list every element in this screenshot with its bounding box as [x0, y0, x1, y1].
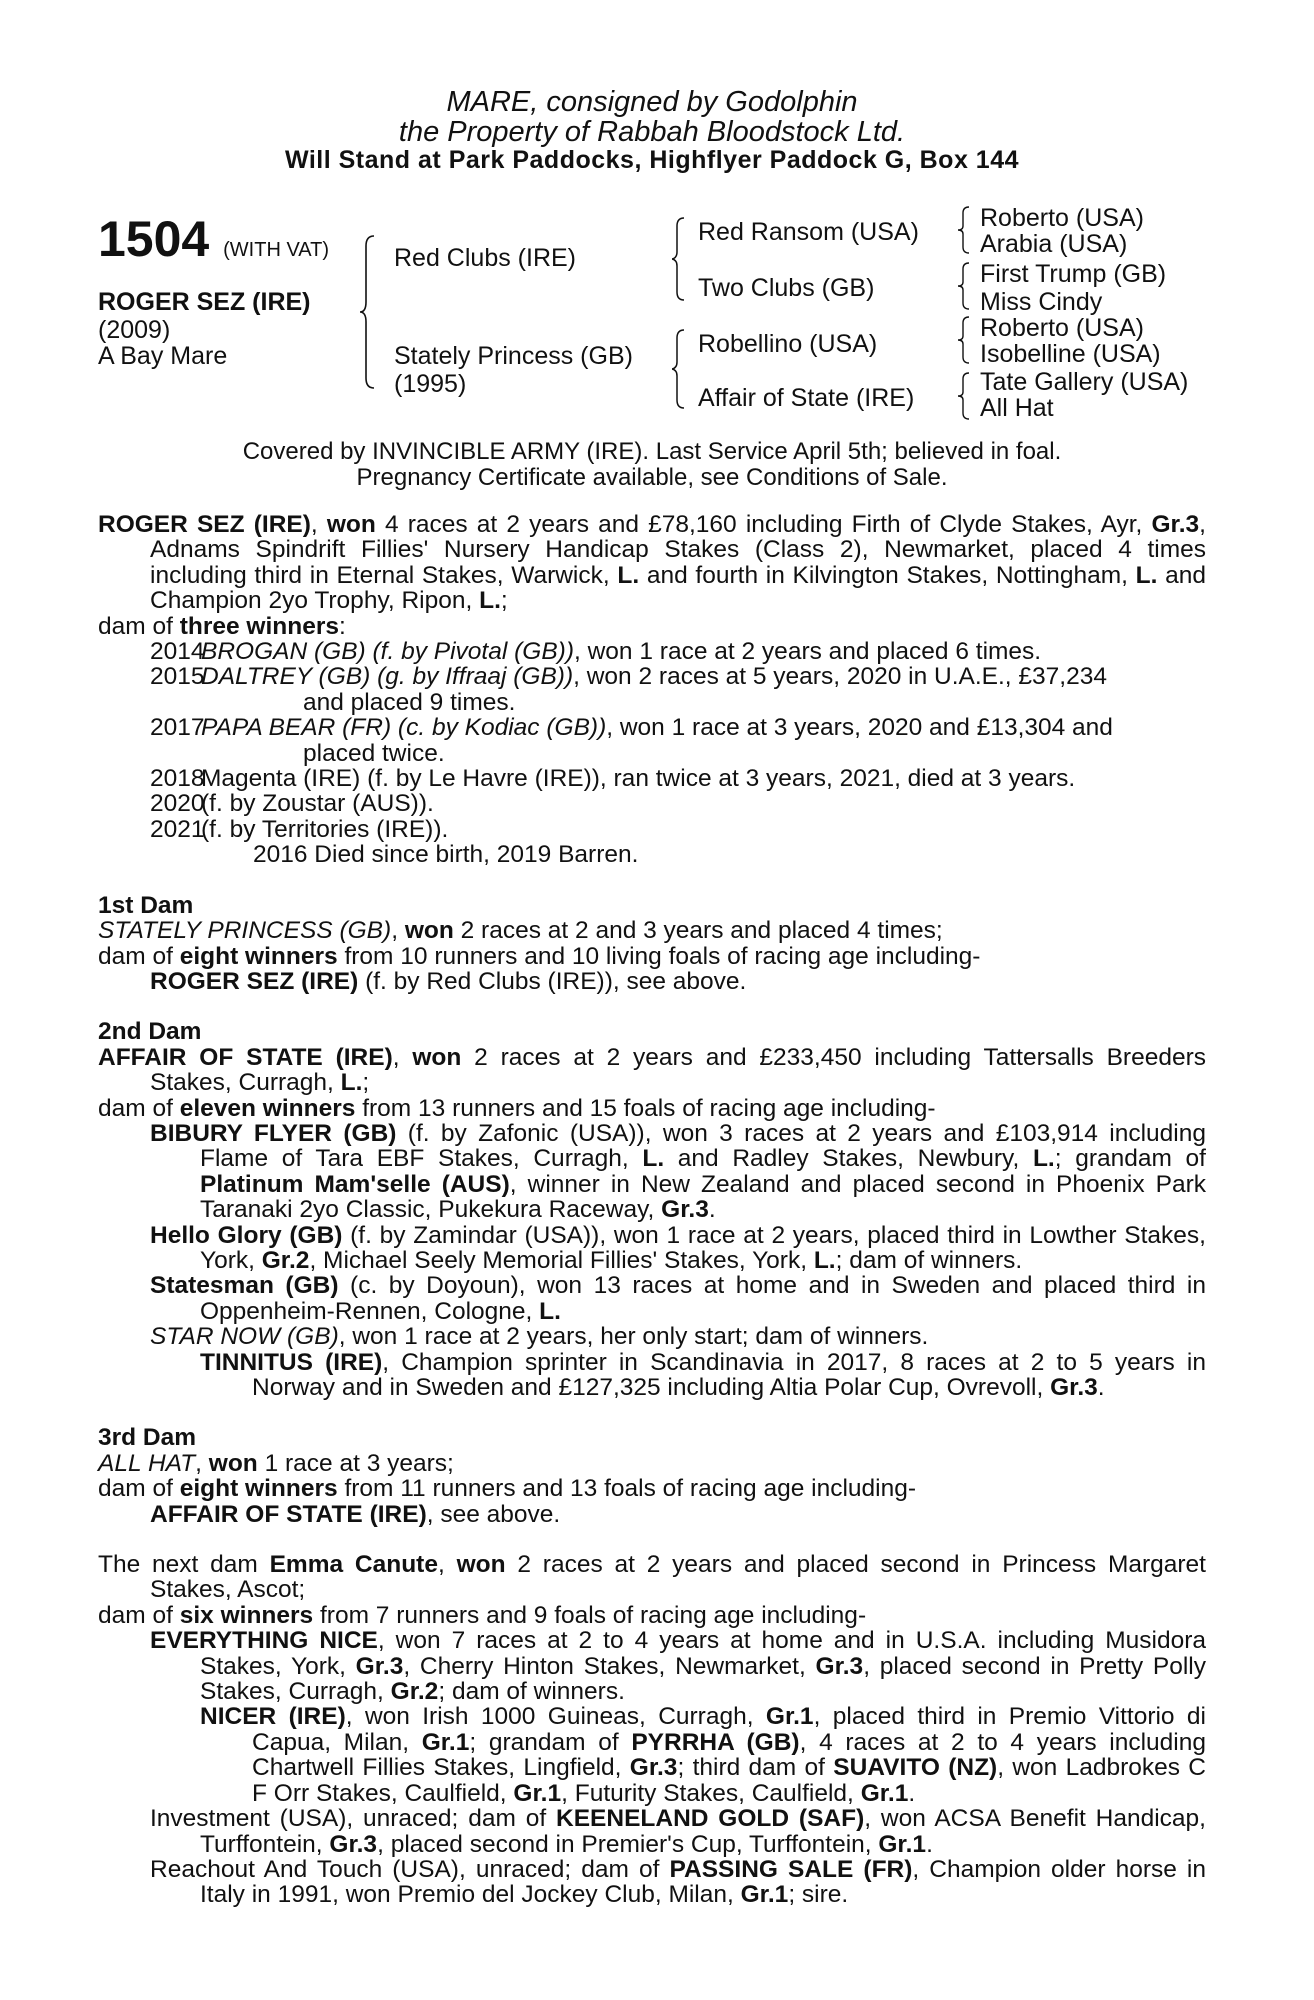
mare-text-5: ; [500, 587, 508, 615]
grade-label: Gr.3 [1050, 1374, 1098, 1401]
grade-label: Gr.3 [661, 1196, 709, 1224]
entry-text: Reachout And Touch (USA), unraced; dam of [150, 1855, 670, 1883]
produce-name: DALTREY (GB) (g. by Iffraaj (GB)) [201, 663, 574, 691]
ref-name: AFFAIR OF STATE (IRE) [150, 1500, 427, 1528]
produce-year: 2020 [150, 790, 205, 818]
separator: , [437, 1551, 457, 1579]
pedigree-dds: Tate Gallery (USA) [980, 368, 1189, 396]
tinnitus-entry [98, 1350, 1206, 1401]
listed-label: L. [1032, 1145, 1055, 1173]
mare-text-2: , Adnams Spindrift Fillies' Nursery Handicap Stakes (Class 2), Newmarket, placed 4 times including third in Eternal Stakes, Warwick, [150, 511, 1206, 589]
horse-name: ROGER SEZ (IRE) [98, 288, 311, 316]
pedigree-brace-1 [360, 232, 380, 392]
horse-description: A Bay Mare [98, 342, 228, 370]
statesman-name: Statesman (GB) [150, 1272, 339, 1300]
entry-text: , 4 races at 2 to 4 years including Chartwell Fillies Stakes, Lingfield, [252, 1728, 1206, 1782]
header-property: the Property of Rabbah Bloodstock Ltd. [398, 116, 906, 148]
entry-text: ; third dam of [677, 1754, 834, 1782]
produce-row [98, 817, 1206, 842]
statesman-entry [98, 1273, 1206, 1324]
entry-text: . [926, 1830, 933, 1858]
produce-name: PAPA BEAR (FR) (c. by Kodiac (GB)) [201, 714, 607, 742]
won-label: won [404, 917, 454, 945]
platinum-mamselle-name: Platinum Mam'selle (AUS) [200, 1170, 510, 1198]
pedigree-sss: Roberto (USA) [980, 204, 1144, 232]
entry-text: ; dam of winners. [835, 1246, 1023, 1274]
produce-continuation: placed twice. [303, 739, 445, 767]
grade-label: Gr.3 [815, 1652, 864, 1680]
lot-number [98, 210, 329, 268]
second-dam-runners: from 13 runners and 15 foals of racing age including- [355, 1094, 936, 1122]
third-dam-line [98, 1451, 1206, 1476]
entry-text: , Champion older horse in Italy in 1991, won Premio del Jockey Club, Milan, [200, 1855, 1207, 1909]
mare-won: won [326, 511, 376, 538]
entry-text: and Radley Stakes, Newbury, [664, 1145, 1033, 1173]
entry-text: ; sire. [788, 1881, 849, 1909]
pedigree-dam-sire: Robellino (USA) [698, 330, 878, 358]
entry-text: , placed second in Premier's Cup, Turffontein, [377, 1830, 879, 1858]
entry-text: , won ACSA Benefit Handicap, Turffontein, [200, 1805, 1206, 1858]
grade-label: Gr.1 [513, 1779, 562, 1807]
dam-of-label: dam of [98, 942, 180, 970]
pedigree-sds: First Trump (GB) [980, 260, 1167, 288]
pedigree-ssd: Arabia (USA) [980, 230, 1128, 258]
entry-text: ; dam of winners. [438, 1678, 625, 1706]
entry-text: , won 7 races at 2 to 4 years at home and in U.S.A. including Musidora Stakes, York, [200, 1627, 1206, 1680]
covered-line-1: Covered by INVINCIBLE ARMY (IRE). Last Service April 5th; believed in foal. [242, 438, 1062, 465]
tinnitus-name: TINNITUS (IRE) [200, 1348, 383, 1376]
produce-year: 2018 [150, 765, 205, 793]
everything-nice-name: EVERYTHING NICE [150, 1627, 378, 1655]
hello-glory-entry [98, 1223, 1206, 1274]
grade-label: Gr.3 [629, 1754, 678, 1782]
second-dam-heading: 2nd Dam [98, 1018, 202, 1046]
produce-year: 2015 [150, 663, 205, 691]
entry-text: The next dam [98, 1551, 270, 1579]
produce-row [98, 639, 1206, 664]
won-label: won [412, 1043, 462, 1071]
pyrrha-name: PYRRHA (GB) [631, 1728, 800, 1756]
listed-label: L. [1135, 561, 1158, 589]
first-dam-heading: 1st Dam [98, 891, 194, 919]
third-dam-name: ALL HAT [98, 1449, 196, 1477]
header-consignor: MARE, consigned by Godolphin [446, 86, 858, 118]
produce-text: , won 2 races at 5 years, 2020 in U.A.E., £37,234 [573, 663, 1107, 691]
entry-text: (f. by Zafonic (USA)), won 3 races at 2 years and £103,914 including Flame of Tara EBF Stakes, Curragh, [200, 1119, 1206, 1173]
lot-number-value: 1504 [98, 211, 210, 267]
listed-label: L. [813, 1246, 836, 1274]
ref-text: , see above. [426, 1500, 561, 1528]
grade-label: Gr.2 [261, 1246, 310, 1274]
entry-text: , placed second in Pretty Polly Stakes, Curragh, [200, 1652, 1207, 1706]
winners-count: eleven winners [179, 1094, 356, 1122]
listed-label: L. [642, 1145, 665, 1173]
mare-text-1: 4 races at 2 years and £78,160 including Firth of Clyde Stakes, Ayr, [375, 511, 1152, 538]
winners-count: three winners [179, 612, 340, 640]
pedigree-sdd: Miss Cindy [980, 288, 1103, 316]
reachout-entry [98, 1857, 1206, 1908]
keeneland-gold-name: KEENELAND GOLD (SAF) [556, 1805, 865, 1833]
listed-label: L. [479, 587, 501, 615]
investment-entry [98, 1806, 1206, 1857]
mare-dam-of [98, 614, 1206, 639]
grade-label: Gr.1 [765, 1703, 814, 1731]
entry-text: . [708, 1196, 716, 1224]
separator: ; [362, 1069, 370, 1097]
entry-text: , Cherry Hinton Stakes, Newmarket, [403, 1652, 816, 1680]
second-dam-line: AFFAIR OF STATE (IRE), won 2 races at 2 years and £233,450 including Tattersalls Breeders Stakes, Curragh, L.; [98, 1043, 1206, 1097]
colon: : [339, 612, 346, 640]
entry-text: ; grandam of [1054, 1145, 1206, 1173]
produce-text: (f. by Zoustar (AUS)). [201, 790, 434, 818]
produce-year: 2017 [150, 714, 205, 742]
pedigree-brace-4 [958, 204, 972, 256]
produce-name: BROGAN (GB) (f. by Pivotal (GB)) [201, 638, 574, 666]
grade-label: Gr.3 [1151, 511, 1200, 538]
pedigree-brace-6 [958, 314, 972, 366]
grade-label: Gr.3 [355, 1652, 404, 1680]
winners-count: eight winners [179, 942, 338, 970]
listed-label: L. [340, 1069, 363, 1097]
entry-text: ; grandam of [469, 1728, 632, 1756]
mare-text-4: and Champion 2yo Trophy, Ripon, [150, 561, 1206, 615]
next-dam-line [98, 1552, 1206, 1603]
produce-text: , won 1 race at 2 years and placed 6 times. [574, 638, 1042, 666]
mare-summary: ROGER SEZ (IRE), won 4 races at 2 years and £78,160 including Firth of Clyde Stakes, Ayr, Gr.3, Adnams Spindrift Fillies' Nursery Handicap Stakes (Class 2), Newmarket, placed 4 times including third in Eternal Stakes, Warwick, L. and fourth in Kilvington Stakes, Nottingham, L. and Champion 2yo Trophy, Ripon, L.; [98, 511, 1206, 615]
produce-text: (f. by Territories (IRE)). [201, 815, 449, 843]
pedigree-ddd: All Hat [980, 394, 1054, 422]
first-dam-ref [98, 969, 1206, 994]
pedigree-dam-year: (1995) [394, 370, 467, 398]
entry-text: . [908, 1779, 916, 1807]
entry-text: (c. by Doyoun), won 13 races at home and in Sweden and placed third in Oppenheim-Rennen, Cologne, [200, 1272, 1206, 1325]
entry-text: , Futurity Stakes, Caulfield, [561, 1779, 861, 1807]
entry-text: from 7 runners and 9 foals of racing age including- [313, 1601, 867, 1629]
entry-text: , won Irish 1000 Guineas, Curragh, [345, 1703, 766, 1731]
first-dam-name: STATELY PRINCESS (GB) [98, 917, 392, 945]
entry-text: Investment (USA), unraced; dam of [150, 1805, 556, 1833]
pedigree-dss: Roberto (USA) [980, 314, 1144, 342]
produce-year: 2021 [150, 815, 205, 843]
grade-label: Gr.1 [740, 1881, 789, 1909]
nicer-entry [98, 1704, 1206, 1806]
listed-label: L. [617, 561, 640, 589]
third-dam-ref [98, 1502, 1206, 1527]
dam-of-label: dam of [98, 1094, 180, 1122]
second-dam-text: 2 races at 2 years and £233,450 including Tattersalls Breeders Stakes, Curragh, [150, 1043, 1206, 1097]
produce-text: Magenta (IRE) (f. by Le Havre (IRE)), ran twice at 3 years, 2021, died at 3 years. [201, 765, 1076, 793]
pedigree-brace-7 [958, 370, 972, 422]
produce-continuation: and placed 9 times. [303, 688, 516, 716]
star-now-name: STAR NOW (GB) [150, 1323, 339, 1351]
hello-glory-name: Hello Glory (GB) [150, 1221, 343, 1249]
pedigree-brace-5 [958, 260, 972, 312]
entry-text: 2 races at 2 years and placed second in Princess Margaret Stakes, Ascot; [150, 1551, 1206, 1604]
horse-year: (2009) [98, 316, 171, 344]
bibury-flyer-name: BIBURY FLYER (GB) [150, 1119, 397, 1147]
pedigree-sire-sire: Red Ransom (USA) [698, 218, 919, 246]
pedigree-brace-2 [672, 214, 688, 304]
pedigree-sire-dam: Two Clubs (GB) [698, 274, 875, 302]
vat-label: (WITH VAT) [223, 239, 330, 261]
grade-label: Gr.3 [329, 1830, 378, 1858]
produce-year: 2014 [150, 638, 205, 666]
entry-text: , winner in New Zealand and placed second in Phoenix Park Taranaki 2yo Classic, Pukekura Raceway, [200, 1170, 1207, 1224]
produce-row [98, 664, 1206, 689]
produce-continuation: 2016 Died since birth, 2019 Barren. [253, 841, 639, 869]
listed-label: L. [539, 1297, 561, 1325]
first-dam-line [98, 918, 1206, 943]
nicer-name: NICER (IRE) [200, 1703, 346, 1731]
produce-row [98, 715, 1206, 740]
entry-text: , Champion sprinter in Scandinavia in 2017, 8 races at 2 to 5 years in Norway and in Sweden and £127,325 including Altia Polar Cup, Ovrevoll, [252, 1348, 1206, 1401]
everything-nice-entry [98, 1628, 1206, 1704]
winners-count: eight winners [179, 1475, 338, 1503]
pedigree-body [98, 512, 1206, 1908]
won-label: won [456, 1551, 506, 1579]
entry-text: from 11 runners and 13 foals of racing age including- [337, 1475, 916, 1503]
second-dam-dam-of [98, 1096, 1206, 1121]
third-dam-heading: 3rd Dam [98, 1424, 197, 1452]
entry-text: (f. by Zamindar (USA)), won 1 race at 2 years, placed third in Lowther Stakes, York, [200, 1221, 1206, 1274]
entry-text: . [1097, 1374, 1105, 1401]
first-dam-dam-of [98, 944, 1206, 969]
grade-label: Gr.2 [390, 1678, 439, 1706]
dam-of-label: dam of [98, 1601, 180, 1629]
winners-count: six winners [179, 1601, 314, 1629]
entry-text: , placed third in Premio Vittorio di Capua, Milan, [252, 1703, 1206, 1756]
separator: , [391, 917, 405, 945]
header-location: Will Stand at Park Paddocks, Highflyer Paddock G, Box 144 [284, 146, 1020, 174]
pedigree-sire: Red Clubs (IRE) [394, 244, 576, 272]
entry-text: 1 race at 3 years; [257, 1449, 454, 1477]
covered-line-2: Pregnancy Certificate available, see Conditions of Sale. [356, 464, 948, 491]
first-dam-runners: from 10 runners and 10 living foals of racing age including- [337, 942, 981, 970]
third-dam-dam-of [98, 1476, 1206, 1501]
ref-text: (f. by Red Clubs (IRE)), see above. [358, 967, 747, 995]
suavito-name: SUAVITO (NZ) [833, 1754, 998, 1782]
produce-row [98, 766, 1206, 791]
passing-sale-name: PASSING SALE (FR) [669, 1855, 913, 1883]
first-dam-text: 2 races at 2 and 3 years and placed 4 times; [453, 917, 943, 945]
mare-text-3: and fourth in Kilvington Stakes, Nottingham, [639, 561, 1136, 589]
separator: , [195, 1449, 209, 1477]
next-dam-dam-of [98, 1603, 1206, 1628]
produce-row [98, 791, 1206, 816]
grade-label: Gr.1 [878, 1830, 927, 1858]
ref-name: ROGER SEZ (IRE) [150, 967, 359, 995]
pedigree-brace-3 [672, 326, 688, 412]
won-label: won [208, 1449, 258, 1477]
pedigree-dam: Stately Princess (GB) [394, 342, 633, 370]
entry-text: , Michael Seely Memorial Fillies' Stakes, York, [309, 1246, 814, 1274]
next-dam-name: Emma Canute [269, 1551, 438, 1579]
grade-label: Gr.1 [860, 1779, 909, 1807]
dam-of-label: dam of [98, 612, 180, 640]
pedigree-dam-dam: Affair of State (IRE) [698, 384, 915, 412]
mare-name: ROGER SEZ (IRE) [98, 511, 311, 538]
grade-label: Gr.1 [421, 1728, 470, 1756]
second-dam-name: AFFAIR OF STATE (IRE) [98, 1043, 393, 1071]
produce-text: , won 1 race at 3 years, 2020 and £13,304 and [606, 714, 1113, 742]
entry-text: , won 1 race at 2 years, her only start; dam of winners. [338, 1323, 929, 1351]
dam-of-label: dam of [98, 1475, 180, 1503]
pedigree-dsd: Isobelline (USA) [980, 340, 1161, 368]
star-now-entry [98, 1324, 1206, 1349]
bibury-flyer-entry [98, 1121, 1206, 1223]
entry-text: , won Ladbrokes C F Orr Stakes, Caulfield, [252, 1754, 1206, 1807]
